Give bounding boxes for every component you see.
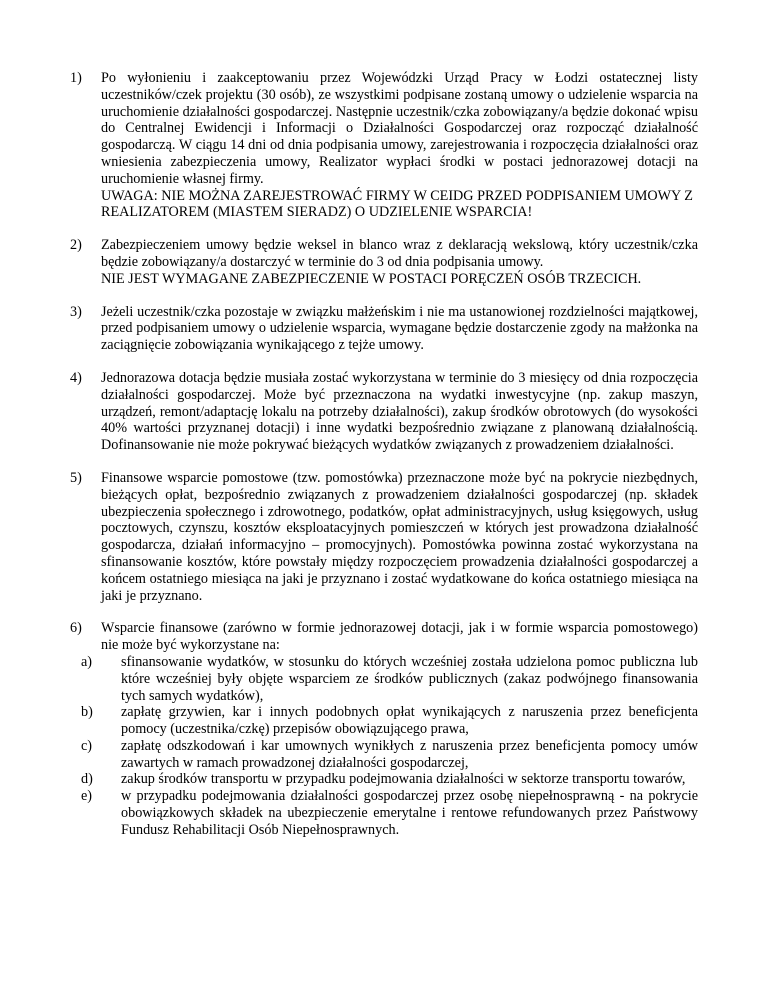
item-number: 2): [70, 237, 82, 254]
item-text: Jednorazowa dotacja będzie musiała zostać wykorzystana w terminie do 3 miesięcy od dnia rozpoczęcia działalności gospodarczej. Może być przeznaczona na wydatki inwestycyjne (np. zakup maszyn, urządzeń, remont/adaptację lokalu na potrzeby działalności), zakup środków obrotowych (do wysokości 40% wartości przyznanej dotacji) i inne wydatki bezpośrednio związane z planowaną działalnością. Dofinansowanie nie może pokrywać bieżących wydatków związanych z prowadzeniem działalności.: [101, 369, 698, 454]
item-number: 3): [70, 303, 82, 320]
sub-item-text: zapłatę grzywien, kar i innych podobnych opłat wynikających z naruszenia przez beneficjenta pomocy (uczestnika/czkę) przepisów obowiązującego prawa,: [121, 704, 698, 738]
item-number: 4): [70, 369, 82, 386]
sub-item-text: w przypadku podejmowania działalności gospodarczej przez osobę niepełnosprawną - na pokrycie obowiązkowych składek na ubezpieczenie emerytalne i rentowe refundowanych przez Państwowy Fundusz Rehabilitacji Osób Niepełnosprawnych.: [121, 788, 698, 838]
sub-item-letter: c): [81, 737, 93, 754]
list-item-6: [0, 620, 768, 838]
sub-list-item-a: [81, 654, 698, 704]
list-item-4: [0, 370, 768, 454]
item-number: 1): [70, 70, 82, 86]
sub-item-letter: b): [81, 704, 93, 721]
item-note: UWAGA: NIE MOŻNA ZAREJESTROWAĆ FIRMY W CEIDG PRZED PODPISANIEM UMOWY Z REALIZATOREM (MIASTEM SIERADZ) O UDZIELENIE WSPARCIA!: [101, 187, 693, 221]
sub-item-text: sfinansowanie wydatków, w stosunku do których wcześniej została udzielona pomoc publiczna lub które wcześniej były objęte wsparciem ze środków publicznych (zakaz podwójnego finansowania tych samych wydatków),: [121, 653, 698, 704]
sub-list-item-d: [81, 771, 698, 788]
sub-list-item-c: [81, 738, 698, 772]
sub-list-item-e: [81, 788, 698, 838]
list-item-5: [0, 470, 768, 604]
list-item-3: [0, 304, 768, 354]
list-item-2: [0, 237, 768, 287]
sub-item-letter: d): [81, 771, 93, 788]
list-item-1: [0, 70, 768, 221]
item-text: Po wyłonieniu i zaakceptowaniu przez Wojewódzki Urząd Pracy w Łodzi ostatecznej listy uczestników/czek projektu (30 osób), ze wszystkimi podpisane zostaną umowy o udzielenie wsparcia na uruchomienie działalności gospodarczej. Następnie uczestnik/czka zobowiązany/a będzie dokonać wpisu do Centralnej Ewidencji i Informacji o Działalności Gospodarczej oraz rozpocząć działalność gospodarczą. W ciągu 14 dni od dnia podpisania umowy, zarejestrowania i rozpoczęcia działalności oraz wniesienia zabezpieczenia umowy, Realizator wypłaci środki w postaci jednorazowej dotacji na uruchomienie własnej firmy.: [101, 70, 698, 187]
item-note: NIE JEST WYMAGANE ZABEZPIECZENIE W POSTACI PORĘCZEŃ OSÓB TRZECICH.: [101, 270, 642, 287]
sub-list: [81, 654, 698, 839]
item-text: Finansowe wsparcie pomostowe (tzw. pomostówka) przeznaczone może być na pokrycie niezbędnych, bieżących opłat, bezpośrednio związanych z prowadzeniem działalności gospodarczej (np. składek ubezpieczenia społecznego i zdrowotnego, podatków, opłat administracyjnych, usług księgowych, usług pocztowych, czynszu, kosztów eksploatacyjnych pomieszczeń w których jest prowadzona działalność gospodarcza, działań informacyjno – promocyjnych). Pomostówka powinna zostać wykorzystana na sfinansowanie kosztów, które powstały między rozpoczęciem prowadzenia działalności gospodarczej a końcem ostatniego miesiąca na jaki je przyznano i zostać wydatkowane do końca ostatniego miesiąca na jaki je przyznano.: [101, 469, 698, 604]
sub-item-text: zapłatę odszkodowań i kar umownych wynikłych z naruszenia przez beneficjenta pomocy umów zawartych w ramach prowadzonej działalności gospodarczej,: [121, 737, 698, 771]
item-text: Zabezpieczeniem umowy będzie weksel in blanco wraz z deklaracją wekslową, który uczestnik/czka będzie zobowiązany/a dostarczyć w terminie do 3 od dnia podpisania umowy.: [101, 237, 698, 270]
sub-item-letter: e): [81, 788, 93, 805]
document-page: [0, 70, 768, 855]
item-number: 6): [70, 620, 82, 637]
sub-item-text: zakup środków transportu w przypadku podejmowania działalności w sektorze transportu towarów,: [121, 771, 686, 788]
sub-list-item-b: [81, 704, 698, 738]
item-text: Jeżeli uczestnik/czka pozostaje w związku małżeńskim i nie ma ustanowionej rozdzielności majątkowej, przed podpisaniem umowy o udzielenie wsparcia, wymagane będzie dostarczenie zgody na małżonka na zaciągnięcie zobowiązania wynikającego z tejże umowy.: [101, 303, 698, 354]
item-number: 5): [70, 469, 82, 486]
sub-item-letter: a): [81, 653, 93, 670]
item-text: Wsparcie finansowe (zarówno w formie jednorazowej dotacji, jak i w formie wsparcia pomostowego) nie może być wykorzystane na:: [101, 620, 698, 654]
